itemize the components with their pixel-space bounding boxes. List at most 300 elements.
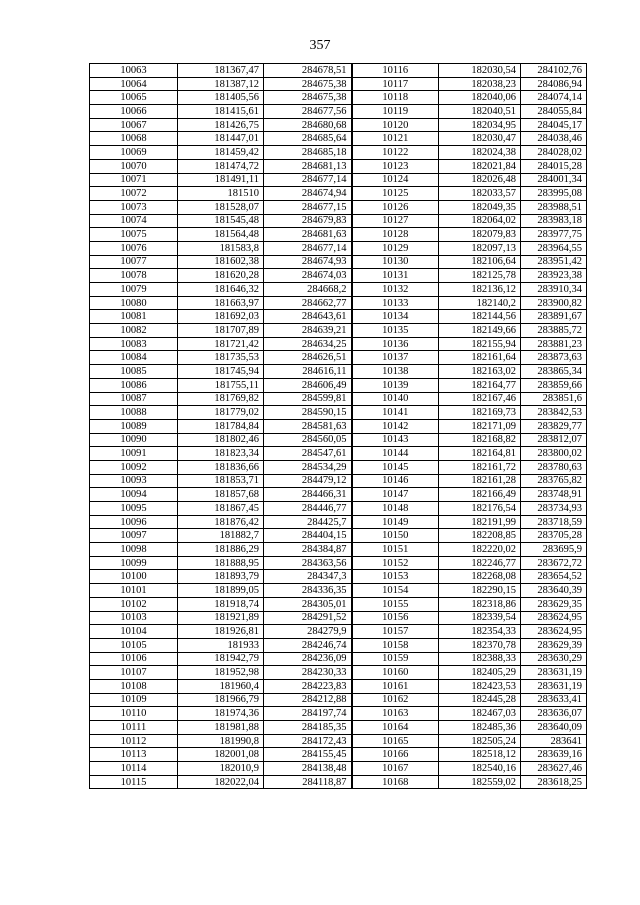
point-id-right-cell: 10134 (352, 310, 439, 324)
x-left-cell: 182001,08 (178, 748, 264, 762)
x-left-cell: 182022,04 (178, 775, 264, 789)
point-id-left-cell: 10108 (90, 679, 178, 693)
table-row (90, 269, 587, 283)
point-id-right-cell: 10155 (352, 597, 439, 611)
y-left-cell: 284155,45 (264, 748, 352, 762)
point-id-right-cell: 10132 (352, 283, 439, 297)
table-row (90, 597, 587, 611)
point-id-left-cell: 10112 (90, 734, 178, 748)
point-id-left-cell: 10115 (90, 775, 178, 789)
point-id-left-cell: 10113 (90, 748, 178, 762)
y-right-cell: 283881,23 (521, 337, 587, 351)
point-id-left-cell: 10079 (90, 283, 178, 297)
y-right-cell: 283800,02 (521, 447, 587, 461)
point-id-right-cell: 10150 (352, 529, 439, 543)
y-right-cell: 283631,19 (521, 679, 587, 693)
point-id-right-cell: 10137 (352, 351, 439, 365)
point-id-left-cell: 10105 (90, 638, 178, 652)
x-left-cell: 181426,75 (178, 118, 264, 132)
x-right-cell: 182106,64 (439, 255, 521, 269)
x-right-cell: 182140,2 (439, 296, 521, 310)
y-left-cell: 284479,12 (264, 474, 352, 488)
x-left-cell: 181990,8 (178, 734, 264, 748)
x-right-cell: 182038,23 (439, 77, 521, 91)
point-id-left-cell: 10082 (90, 324, 178, 338)
x-right-cell: 182339,54 (439, 611, 521, 625)
x-left-cell: 181823,34 (178, 447, 264, 461)
y-right-cell: 283812,07 (521, 433, 587, 447)
point-id-left-cell: 10067 (90, 118, 178, 132)
point-id-left-cell: 10075 (90, 228, 178, 242)
x-left-cell: 181876,42 (178, 515, 264, 529)
y-left-cell: 284680,68 (264, 118, 352, 132)
y-left-cell: 284581,63 (264, 419, 352, 433)
table-row (90, 543, 587, 557)
x-left-cell: 181769,82 (178, 392, 264, 406)
y-left-cell: 284639,21 (264, 324, 352, 338)
y-right-cell: 283983,18 (521, 214, 587, 228)
table-row (90, 105, 587, 119)
y-right-cell: 283630,29 (521, 652, 587, 666)
table-row (90, 474, 587, 488)
point-id-right-cell: 10120 (352, 118, 439, 132)
y-left-cell: 284590,15 (264, 406, 352, 420)
y-left-cell: 284425,7 (264, 515, 352, 529)
x-left-cell: 181646,32 (178, 283, 264, 297)
y-right-cell: 283718,59 (521, 515, 587, 529)
x-right-cell: 182125,78 (439, 269, 521, 283)
point-id-left-cell: 10080 (90, 296, 178, 310)
x-right-cell: 182144,56 (439, 310, 521, 324)
y-left-cell: 284677,14 (264, 173, 352, 187)
x-right-cell: 182161,28 (439, 474, 521, 488)
point-id-right-cell: 10128 (352, 228, 439, 242)
table-row (90, 214, 587, 228)
x-right-cell: 182559,02 (439, 775, 521, 789)
point-id-left-cell: 10089 (90, 419, 178, 433)
point-id-right-cell: 10149 (352, 515, 439, 529)
point-id-right-cell: 10164 (352, 721, 439, 735)
x-left-cell: 181707,89 (178, 324, 264, 338)
x-right-cell: 182168,82 (439, 433, 521, 447)
point-id-right-cell: 10144 (352, 447, 439, 461)
point-id-right-cell: 10160 (352, 666, 439, 680)
table-row (90, 255, 587, 269)
y-right-cell: 283654,52 (521, 570, 587, 584)
x-left-cell: 181893,79 (178, 570, 264, 584)
table-row (90, 283, 587, 297)
table-row (90, 118, 587, 132)
y-right-cell: 284102,76 (521, 64, 587, 78)
table-row (90, 775, 587, 789)
y-left-cell: 284681,63 (264, 228, 352, 242)
table-row (90, 460, 587, 474)
point-id-right-cell: 10116 (352, 64, 439, 78)
x-right-cell: 182163,02 (439, 365, 521, 379)
x-left-cell: 181802,46 (178, 433, 264, 447)
y-left-cell: 284230,33 (264, 666, 352, 680)
y-left-cell: 284599,81 (264, 392, 352, 406)
x-left-cell: 181528,07 (178, 200, 264, 214)
y-right-cell: 283851,6 (521, 392, 587, 406)
point-id-right-cell: 10119 (352, 105, 439, 119)
point-id-right-cell: 10145 (352, 460, 439, 474)
x-right-cell: 182220,02 (439, 543, 521, 557)
point-id-right-cell: 10161 (352, 679, 439, 693)
point-id-right-cell: 10168 (352, 775, 439, 789)
table-row (90, 570, 587, 584)
y-left-cell: 284118,87 (264, 775, 352, 789)
x-right-cell: 182155,94 (439, 337, 521, 351)
x-right-cell: 182268,08 (439, 570, 521, 584)
x-left-cell: 181857,68 (178, 488, 264, 502)
table-row (90, 378, 587, 392)
point-id-left-cell: 10111 (90, 721, 178, 735)
x-right-cell: 182024,38 (439, 146, 521, 160)
y-left-cell: 284279,9 (264, 625, 352, 639)
table-row (90, 365, 587, 379)
y-left-cell: 284675,38 (264, 77, 352, 91)
x-left-cell: 181447,01 (178, 132, 264, 146)
table-row (90, 488, 587, 502)
y-right-cell: 283640,39 (521, 584, 587, 598)
point-id-right-cell: 10146 (352, 474, 439, 488)
table-row (90, 337, 587, 351)
point-id-right-cell: 10125 (352, 187, 439, 201)
x-right-cell: 182318,86 (439, 597, 521, 611)
table-row (90, 77, 587, 91)
x-left-cell: 181474,72 (178, 159, 264, 173)
point-id-left-cell: 10090 (90, 433, 178, 447)
y-right-cell: 283842,53 (521, 406, 587, 420)
y-right-cell: 283695,9 (521, 543, 587, 557)
x-left-cell: 181779,02 (178, 406, 264, 420)
point-id-left-cell: 10087 (90, 392, 178, 406)
y-right-cell: 283624,95 (521, 625, 587, 639)
y-left-cell: 284616,11 (264, 365, 352, 379)
x-left-cell: 181899,05 (178, 584, 264, 598)
point-id-left-cell: 10098 (90, 543, 178, 557)
x-right-cell: 182040,51 (439, 105, 521, 119)
point-id-right-cell: 10139 (352, 378, 439, 392)
point-id-left-cell: 10092 (90, 460, 178, 474)
x-left-cell: 181981,88 (178, 721, 264, 735)
y-right-cell: 284055,84 (521, 105, 587, 119)
point-id-left-cell: 10073 (90, 200, 178, 214)
x-right-cell: 182097,13 (439, 241, 521, 255)
y-left-cell: 284681,13 (264, 159, 352, 173)
y-left-cell: 284446,77 (264, 502, 352, 516)
point-id-right-cell: 10143 (352, 433, 439, 447)
x-left-cell: 181886,29 (178, 543, 264, 557)
point-id-left-cell: 10095 (90, 502, 178, 516)
y-right-cell: 284015,28 (521, 159, 587, 173)
x-left-cell: 181836,66 (178, 460, 264, 474)
y-right-cell: 283633,41 (521, 693, 587, 707)
point-id-right-cell: 10151 (352, 543, 439, 557)
table-row (90, 611, 587, 625)
y-left-cell: 284677,15 (264, 200, 352, 214)
table-row (90, 734, 587, 748)
table-row (90, 693, 587, 707)
y-right-cell: 283891,67 (521, 310, 587, 324)
table-row (90, 447, 587, 461)
y-left-cell: 284677,14 (264, 241, 352, 255)
point-id-right-cell: 10118 (352, 91, 439, 105)
point-id-left-cell: 10097 (90, 529, 178, 543)
y-left-cell: 284466,31 (264, 488, 352, 502)
y-right-cell: 283629,39 (521, 638, 587, 652)
point-id-right-cell: 10123 (352, 159, 439, 173)
point-id-left-cell: 10078 (90, 269, 178, 283)
table-row (90, 200, 587, 214)
x-left-cell: 181491,11 (178, 173, 264, 187)
y-right-cell: 284028,02 (521, 146, 587, 160)
point-id-right-cell: 10156 (352, 611, 439, 625)
x-left-cell: 181882,7 (178, 529, 264, 543)
point-id-right-cell: 10166 (352, 748, 439, 762)
table-row (90, 584, 587, 598)
x-left-cell: 181745,94 (178, 365, 264, 379)
x-right-cell: 182191,99 (439, 515, 521, 529)
point-id-left-cell: 10072 (90, 187, 178, 201)
x-right-cell: 182136,12 (439, 283, 521, 297)
y-left-cell: 284197,74 (264, 707, 352, 721)
point-id-right-cell: 10127 (352, 214, 439, 228)
y-left-cell: 284291,52 (264, 611, 352, 625)
y-right-cell: 283829,77 (521, 419, 587, 433)
x-left-cell: 181721,42 (178, 337, 264, 351)
x-left-cell: 181784,84 (178, 419, 264, 433)
x-right-cell: 182405,29 (439, 666, 521, 680)
point-id-right-cell: 10131 (352, 269, 439, 283)
y-left-cell: 284626,51 (264, 351, 352, 365)
x-right-cell: 182169,73 (439, 406, 521, 420)
x-right-cell: 182026,48 (439, 173, 521, 187)
point-id-left-cell: 10103 (90, 611, 178, 625)
y-left-cell: 284662,77 (264, 296, 352, 310)
x-left-cell: 181387,12 (178, 77, 264, 91)
x-left-cell: 182010,9 (178, 762, 264, 776)
y-right-cell: 283641 (521, 734, 587, 748)
y-left-cell: 284305,01 (264, 597, 352, 611)
page-number: 357 (309, 38, 331, 53)
x-left-cell: 181735,53 (178, 351, 264, 365)
point-id-right-cell: 10130 (352, 255, 439, 269)
y-right-cell: 283859,66 (521, 378, 587, 392)
point-id-right-cell: 10159 (352, 652, 439, 666)
y-left-cell: 284685,64 (264, 132, 352, 146)
y-left-cell: 284404,15 (264, 529, 352, 543)
table-row (90, 625, 587, 639)
point-id-right-cell: 10117 (352, 77, 439, 91)
y-left-cell: 284668,2 (264, 283, 352, 297)
y-left-cell: 284634,25 (264, 337, 352, 351)
point-id-left-cell: 10091 (90, 447, 178, 461)
x-right-cell: 182370,78 (439, 638, 521, 652)
x-right-cell: 182423,53 (439, 679, 521, 693)
table-row (90, 64, 587, 78)
point-id-right-cell: 10133 (352, 296, 439, 310)
x-left-cell: 181510 (178, 187, 264, 201)
x-left-cell: 181415,61 (178, 105, 264, 119)
x-left-cell: 181583,8 (178, 241, 264, 255)
y-right-cell: 283910,34 (521, 283, 587, 297)
point-id-right-cell: 10157 (352, 625, 439, 639)
point-id-right-cell: 10154 (352, 584, 439, 598)
x-right-cell: 182164,81 (439, 447, 521, 461)
x-left-cell: 181545,48 (178, 214, 264, 228)
y-right-cell: 283631,19 (521, 666, 587, 680)
y-right-cell: 283900,82 (521, 296, 587, 310)
table-row (90, 228, 587, 242)
x-right-cell: 182030,47 (439, 132, 521, 146)
point-id-left-cell: 10084 (90, 351, 178, 365)
x-right-cell: 182166,49 (439, 488, 521, 502)
x-right-cell: 182167,46 (439, 392, 521, 406)
x-left-cell: 181952,98 (178, 666, 264, 680)
y-right-cell: 284038,46 (521, 132, 587, 146)
y-left-cell: 284560,05 (264, 433, 352, 447)
point-id-right-cell: 10136 (352, 337, 439, 351)
point-id-left-cell: 10086 (90, 378, 178, 392)
x-right-cell: 182388,33 (439, 652, 521, 666)
x-right-cell: 182485,36 (439, 721, 521, 735)
table-row (90, 721, 587, 735)
y-left-cell: 284643,61 (264, 310, 352, 324)
point-id-right-cell: 10135 (352, 324, 439, 338)
x-right-cell: 182540,16 (439, 762, 521, 776)
table-row (90, 91, 587, 105)
x-right-cell: 182505,24 (439, 734, 521, 748)
point-id-left-cell: 10107 (90, 666, 178, 680)
point-id-left-cell: 10083 (90, 337, 178, 351)
point-id-left-cell: 10076 (90, 241, 178, 255)
x-left-cell: 181367,47 (178, 64, 264, 78)
point-id-left-cell: 10068 (90, 132, 178, 146)
y-right-cell: 284001,34 (521, 173, 587, 187)
point-id-right-cell: 10153 (352, 570, 439, 584)
x-left-cell: 181867,45 (178, 502, 264, 516)
table-row (90, 392, 587, 406)
x-right-cell: 182030,54 (439, 64, 521, 78)
x-left-cell: 181602,38 (178, 255, 264, 269)
y-right-cell: 283734,93 (521, 502, 587, 516)
point-id-left-cell: 10081 (90, 310, 178, 324)
y-right-cell: 283672,72 (521, 556, 587, 570)
point-id-left-cell: 10101 (90, 584, 178, 598)
x-left-cell: 181755,11 (178, 378, 264, 392)
x-left-cell: 181888,95 (178, 556, 264, 570)
y-right-cell: 283765,82 (521, 474, 587, 488)
x-left-cell: 181663,97 (178, 296, 264, 310)
x-right-cell: 182040,06 (439, 91, 521, 105)
point-id-right-cell: 10152 (352, 556, 439, 570)
y-right-cell: 283748,91 (521, 488, 587, 502)
table-row (90, 502, 587, 516)
point-id-left-cell: 10064 (90, 77, 178, 91)
x-left-cell: 181918,74 (178, 597, 264, 611)
point-id-right-cell: 10126 (352, 200, 439, 214)
point-id-left-cell: 10110 (90, 707, 178, 721)
x-left-cell: 181853,71 (178, 474, 264, 488)
y-right-cell: 283636,07 (521, 707, 587, 721)
table-row (90, 146, 587, 160)
x-left-cell: 181564,48 (178, 228, 264, 242)
point-id-right-cell: 10163 (352, 707, 439, 721)
point-id-left-cell: 10114 (90, 762, 178, 776)
x-left-cell: 181960,4 (178, 679, 264, 693)
x-right-cell: 182064,02 (439, 214, 521, 228)
x-right-cell: 182467,03 (439, 707, 521, 721)
x-right-cell: 182021,84 (439, 159, 521, 173)
y-right-cell: 283951,42 (521, 255, 587, 269)
point-id-left-cell: 10071 (90, 173, 178, 187)
y-right-cell: 283977,75 (521, 228, 587, 242)
table-row (90, 310, 587, 324)
table-row (90, 707, 587, 721)
coordinates-table (89, 63, 587, 789)
point-id-left-cell: 10065 (90, 91, 178, 105)
y-left-cell: 284685,18 (264, 146, 352, 160)
x-left-cell: 181933 (178, 638, 264, 652)
x-left-cell: 181926,81 (178, 625, 264, 639)
table-row (90, 419, 587, 433)
y-right-cell: 283964,55 (521, 241, 587, 255)
y-left-cell: 284534,29 (264, 460, 352, 474)
x-right-cell: 182079,83 (439, 228, 521, 242)
point-id-right-cell: 10122 (352, 146, 439, 160)
x-right-cell: 182246,77 (439, 556, 521, 570)
table-row (90, 529, 587, 543)
x-left-cell: 181459,42 (178, 146, 264, 160)
y-right-cell: 283640,09 (521, 721, 587, 735)
x-right-cell: 182518,12 (439, 748, 521, 762)
y-left-cell: 284678,51 (264, 64, 352, 78)
y-left-cell: 284547,61 (264, 447, 352, 461)
y-left-cell: 284172,43 (264, 734, 352, 748)
x-right-cell: 182171,09 (439, 419, 521, 433)
y-right-cell: 283639,16 (521, 748, 587, 762)
x-right-cell: 182033,57 (439, 187, 521, 201)
point-id-right-cell: 10158 (352, 638, 439, 652)
y-left-cell: 284679,83 (264, 214, 352, 228)
y-right-cell: 283780,63 (521, 460, 587, 474)
x-left-cell: 181620,28 (178, 269, 264, 283)
point-id-left-cell: 10094 (90, 488, 178, 502)
point-id-right-cell: 10141 (352, 406, 439, 420)
y-left-cell: 284223,83 (264, 679, 352, 693)
point-id-left-cell: 10104 (90, 625, 178, 639)
table-row (90, 241, 587, 255)
y-left-cell: 284347,3 (264, 570, 352, 584)
point-id-right-cell: 10167 (352, 762, 439, 776)
point-id-right-cell: 10162 (352, 693, 439, 707)
x-right-cell: 182049,35 (439, 200, 521, 214)
point-id-right-cell: 10147 (352, 488, 439, 502)
table-row (90, 296, 587, 310)
y-left-cell: 284674,03 (264, 269, 352, 283)
y-right-cell: 283988,51 (521, 200, 587, 214)
y-right-cell: 283995,08 (521, 187, 587, 201)
point-id-left-cell: 10085 (90, 365, 178, 379)
point-id-left-cell: 10063 (90, 64, 178, 78)
y-left-cell: 284606,49 (264, 378, 352, 392)
y-left-cell: 284363,56 (264, 556, 352, 570)
point-id-left-cell: 10099 (90, 556, 178, 570)
point-id-left-cell: 10102 (90, 597, 178, 611)
point-id-right-cell: 10129 (352, 241, 439, 255)
